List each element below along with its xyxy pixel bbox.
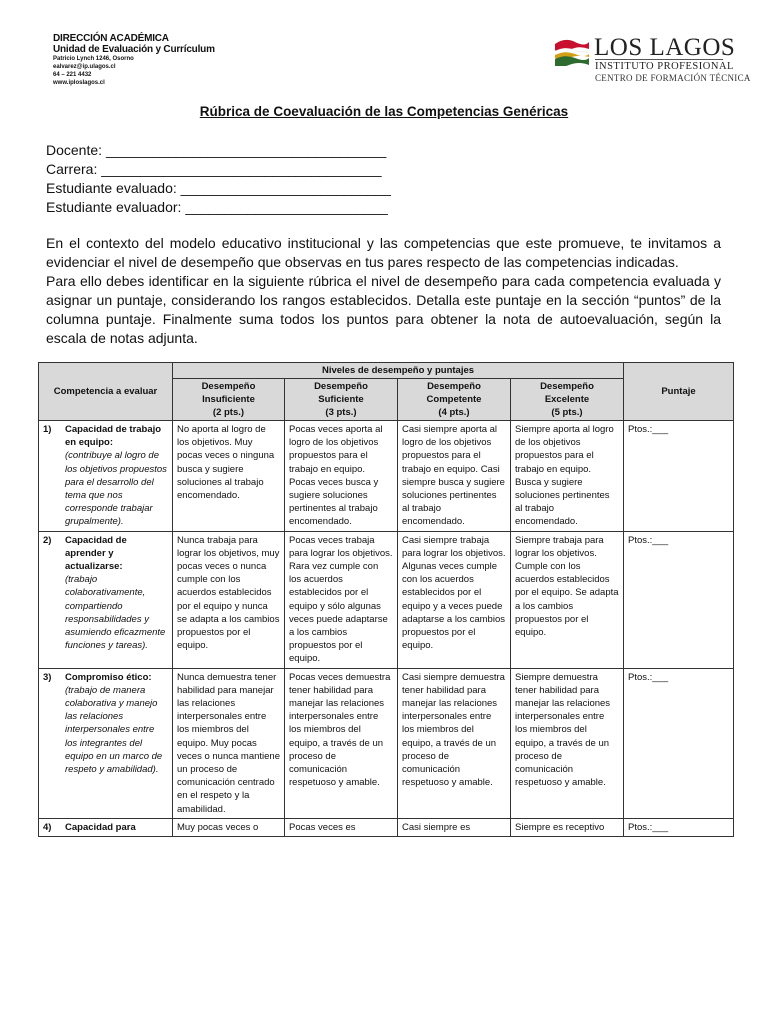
competency-cell (39, 668, 173, 818)
field-label: Estudiante evaluador: (46, 199, 182, 215)
level-name: Excelente (544, 394, 590, 405)
header-level-excelente (511, 379, 624, 421)
field-line[interactable]: ___________________________ (180, 180, 391, 196)
level-cell: Nunca demuestra tener habilidad para manejar las relaciones interpersonales entre los miembros del equipo. Muy pocas veces o nunca mantiene un proceso de comunicación centrado en el respeto y la amabilidad. (173, 668, 285, 818)
field-line[interactable]: ____________________________________ (101, 161, 382, 177)
level-cell: Casi siempre trabaja para lograr los objetivos. Algunas veces cumple con los acuerdos establecidos por el equipo y a veces puede adaptarse a los cambios propuestos por el equipo. (398, 531, 511, 668)
level-cell: Pocas veces demuestra tener habilidad para manejar las relaciones interpersonales entre los miembros del equipo, a través de un proceso de comunicación respetuoso y amable. (285, 668, 398, 818)
field-label: Carrera: (46, 161, 98, 177)
header-puntaje: Puntaje (624, 363, 734, 421)
table-row (39, 818, 734, 836)
level-cell: Pocas veces es (285, 818, 398, 836)
field-label: Estudiante evaluado: (46, 180, 177, 196)
level-cell: Siempre trabaja para lograr los objetivos. Cumple con los acuerdos establecidos por el equipo. Se adapta a los cambios propuestos por el equipo. (511, 531, 624, 668)
level-cell: Siempre es receptivo (511, 818, 624, 836)
competency-number: 3) (43, 671, 52, 683)
level-cell: Casi siempre aporta al logro de los objetivos propuestos para el trabajo en equipo. Casi siempre busca y sugiere soluciones pertinentes al trabajo encomendado. (398, 421, 511, 532)
field-line[interactable]: ____________________________________ (105, 142, 387, 158)
level-label: Desempeño (314, 381, 368, 392)
level-points: (2 pts.) (212, 407, 245, 418)
header-phone: 64 – 221 4432 (53, 72, 92, 78)
document-title: Rúbrica de Coevaluación de las Competencias Genéricas (199, 104, 569, 119)
header-unidad: Unidad de Evaluación y Currículum (53, 44, 215, 55)
competency-description: (contribuye al logro de los objetivos propuestos para el desarrollo del tema que nos corresponde trabajar grupalmente). (65, 450, 167, 528)
level-cell: Casi siempre demuestra tener habilidad para manejar las relaciones interpersonales entre los miembros del equipo, a través de un proceso de comunicación respetuoso y amable. (398, 668, 511, 818)
header-web: www.iplosIagos.cl (53, 80, 105, 86)
level-name: Competente (426, 394, 482, 405)
logo-subtitle-1: INSTITUTO PROFESIONAL (595, 61, 734, 72)
level-cell: Siempre aporta al logro de los objetivos propuestos para el trabajo en equipo. Busca y sugiere soluciones pertinentes al trabajo encomendado. (511, 421, 624, 532)
level-label: Desempeño (427, 381, 481, 392)
header-direccion: DIRECCIÓN ACADÉMICA (53, 33, 169, 44)
level-name: Insuficiente (202, 394, 255, 405)
field-docente[interactable] (46, 142, 386, 158)
header-level-suficiente (285, 379, 398, 421)
header-address: Patricio Lynch 1246, Osorno (53, 56, 134, 62)
competency-description: (trabajo colaborativamente, compartiendo responsabilidades y asumiendo eficazmente funciones y tareas). (65, 574, 166, 652)
field-line[interactable]: __________________________ (185, 199, 388, 215)
competency-cell (39, 421, 173, 532)
level-cell: Muy pocas veces o (173, 818, 285, 836)
level-cell: Siempre demuestra tener habilidad para manejar las relaciones interpersonales entre los miembros del equipo, a través de un proceso de comunicación respetuoso y amable. (511, 668, 624, 818)
level-name: Suficiente (318, 394, 364, 405)
level-points: (4 pts.) (438, 407, 470, 418)
points-field[interactable]: Ptos.:___ (624, 421, 734, 532)
points-field[interactable]: Ptos.:___ (624, 818, 734, 836)
instructions (46, 234, 721, 348)
level-points: (3 pts.) (325, 407, 357, 418)
logo-subtitle-2: CENTRO DE FORMACIÓN TÉCNICA (595, 73, 751, 83)
competency-name: Capacidad de trabajo en equipo: (65, 424, 162, 449)
competency-name: Capacidad para (65, 821, 136, 833)
table-row (39, 668, 734, 818)
los-lagos-logo (555, 34, 751, 86)
logo-flag-icon (555, 38, 589, 66)
level-points: (5 pts.) (551, 407, 583, 418)
header-level-competente (398, 379, 511, 421)
header-competencia: Competencia a evaluar (39, 363, 173, 421)
field-label: Docente: (46, 142, 103, 158)
level-label: Desempeño (201, 381, 256, 392)
level-cell: Nunca trabaja para lograr los objetivos, muy pocas veces o nunca cumple con los acuerdos establecidos por el equipo y nunca se adapta a los cambios propuestos por el equipo. (173, 531, 285, 668)
header-niveles: Niveles de desempeño y puntajes (173, 363, 624, 379)
points-field[interactable]: Ptos.:___ (624, 668, 734, 818)
competency-cell (39, 531, 173, 668)
instructions-paragraph-2: Para ello debes identificar en la siguiente rúbrica el nivel de desempeño para cada competencia evaluada y asignar un puntaje, considerando los rangos establecidos. Detalla este puntaje en la sección “puntos” de la columna puntaje. Finalmente suma todos los puntos para obtener la nota de autoevaluación, según la escala de notas adjunta. (46, 273, 721, 346)
level-cell: No aporta al logro de los objetivos. Muy pocas veces o ninguna busca y sugiere soluciones al trabajo encomendado. (173, 421, 285, 532)
header-level-insuficiente (173, 379, 285, 421)
institution-header (53, 33, 353, 87)
logo-name: LOS LAGOS (594, 34, 736, 61)
level-cell: Pocas veces trabaja para lograr los objetivos. Rara vez cumple con los acuerdos establecidos por el equipo y sólo algunas veces puede adaptarse a los cambios propuestos por el equipo. (285, 531, 398, 668)
field-estudiante-evaluado[interactable] (46, 180, 391, 196)
competency-number: 4) (43, 821, 52, 833)
table-row (39, 421, 734, 532)
header-email: ealvarez@ip.ulagos.cl (53, 64, 116, 70)
points-field[interactable]: Ptos.:___ (624, 531, 734, 668)
competency-name: Capacidad de aprender y actualizarse: (65, 534, 127, 573)
table-row (39, 531, 734, 668)
field-estudiante-evaluador[interactable] (46, 199, 388, 215)
level-cell: Pocas veces aporta al logro de los objetivos propuestos para el trabajo en equipo. Pocas veces busca y sugiere soluciones pertinentes al trabajo encomendado. (285, 421, 398, 532)
level-label: Desempeño (540, 381, 594, 392)
competency-cell (39, 818, 173, 836)
competency-name: Compromiso ético: (65, 671, 152, 683)
instructions-paragraph-1: En el contexto del modelo educativo institucional y las competencias que este promueve, te invitamos a evidenciar el nivel de desempeño que observas en tus pares respecto de las competencias indicadas. (46, 235, 721, 270)
competency-number: 1) (43, 424, 52, 435)
field-carrera[interactable] (46, 161, 382, 177)
level-cell: Casi siempre es (398, 818, 511, 836)
competency-number: 2) (43, 534, 52, 546)
competency-description: (trabajo de manera colaborativa y manejo las relaciones interpersonales entre los integrantes del equipo en un marco de respeto y amabilidad). (65, 684, 163, 776)
rubric-table (38, 362, 734, 837)
